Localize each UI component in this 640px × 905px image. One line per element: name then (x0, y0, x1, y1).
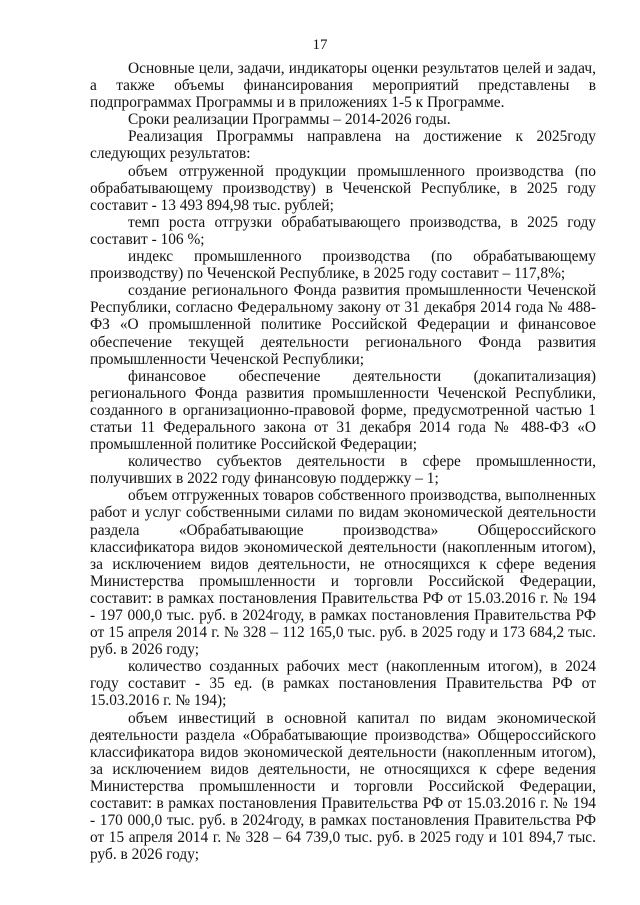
paragraph-jobs-created: количество созданных рабочих мест (накопленным итогом), в 2024 году составит - 35 ед. (в рамках постановления Правительства РФ от 15.03.2016 г. № 194); (90, 658, 596, 710)
paragraph-results-intro: Реализация Программы направлена на достижение к 2025году следующих результатов: (90, 128, 596, 163)
paragraph-supported-entities: количество субъектов деятельности в сфере промышленности, получивших в 2022 году финансовую поддержку – 1; (90, 453, 596, 488)
paragraph-program-terms: Сроки реализации Программы – 2014-2026 годы. (128, 111, 451, 129)
paragraph-fund-creation: создание регионального Фонда развития промышленности Чеченской Республики, согласно Федеральному закону от 31 декабря 2014 года № 488-ФЗ «О промышленной политике Российской Федерации и финансовое обеспечение текущей деятельности регионального Фонда развития промышленности Чеченской Республики; (90, 282, 596, 368)
paragraph-growth-rate: темп роста отгрузки обрабатывающего производства, в 2025 году составит - 106 %; (90, 213, 596, 248)
document-body (90, 60, 596, 863)
paragraph-shipped-products: объем отгруженной продукции промышленного производства (по обрабатывающему производству) в Чеченской Республике, в 2025 году составит - 13 493 894,98 тыс. рублей; (90, 162, 596, 214)
page-number: 17 (312, 37, 328, 53)
paragraph-production-index: индекс промышленного производства (по обрабатывающему производству) по Чеченской Республике, в 2025 году составит – 117,8%; (90, 248, 596, 283)
paragraph-goals: Основные цели, задачи, индикаторы оценки результатов целей и задач, а также объемы финансирования мероприятий представлены в подпрограммах Программы и в приложениях 1-5 к Программе. (90, 60, 596, 112)
paragraph-shipped-goods: объем отгруженных товаров собственного производства, выполненных работ и услуг собственными силами по видам экономической деятельности раздела «Обрабатывающие производства» Общероссийского классификатора видов экономической деятельности (накопленным итогом), за исключением видов деятельности, не относящихся к сфере ведения Министерства промышленности и торговли Российской Федерации, составит: в рамках постановления Правительства РФ от 15.03.2016 г. № 194 - 197 000,0 тыс. руб. в 2024году, в рамках постановления Правительства РФ от 15 апреля 2014 г. № 328 – 112 165,0 тыс. руб. в 2025 году и 173 684,2 тыс. руб. в 2026 году; (90, 487, 596, 659)
paragraph-investments: объем инвестиций в основной капитал по видам экономической деятельности раздела «Обрабатывающие производства» Общероссийского классификатора видов экономической деятельности (накопленным итогом), за исключением видов деятельности, не относящихся к сфере ведения Министерства промышленности и торговли Российской Федерации, составит: в рамках постановления Правительства РФ от 15.03.2016 г. № 194 - 170 000,0 тыс. руб. в 2024году, в рамках постановления Правительства РФ от 15 апреля 2014 г. № 328 – 64 739,0 тыс. руб. в 2025 году и 101 894,7 тыс. руб. в 2026 году; (90, 709, 596, 864)
paragraph-fund-financing: финансовое обеспечение деятельности (докапитализация) регионального Фонда развития промышленности Чеченской Республики, созданного в организационно-правовой форме, предусмотренной частью 1 статьи 11 Федерального закона от 31 декабря 2014 года № 488-ФЗ «О промышленной политике Российской Федерации; (90, 367, 596, 454)
